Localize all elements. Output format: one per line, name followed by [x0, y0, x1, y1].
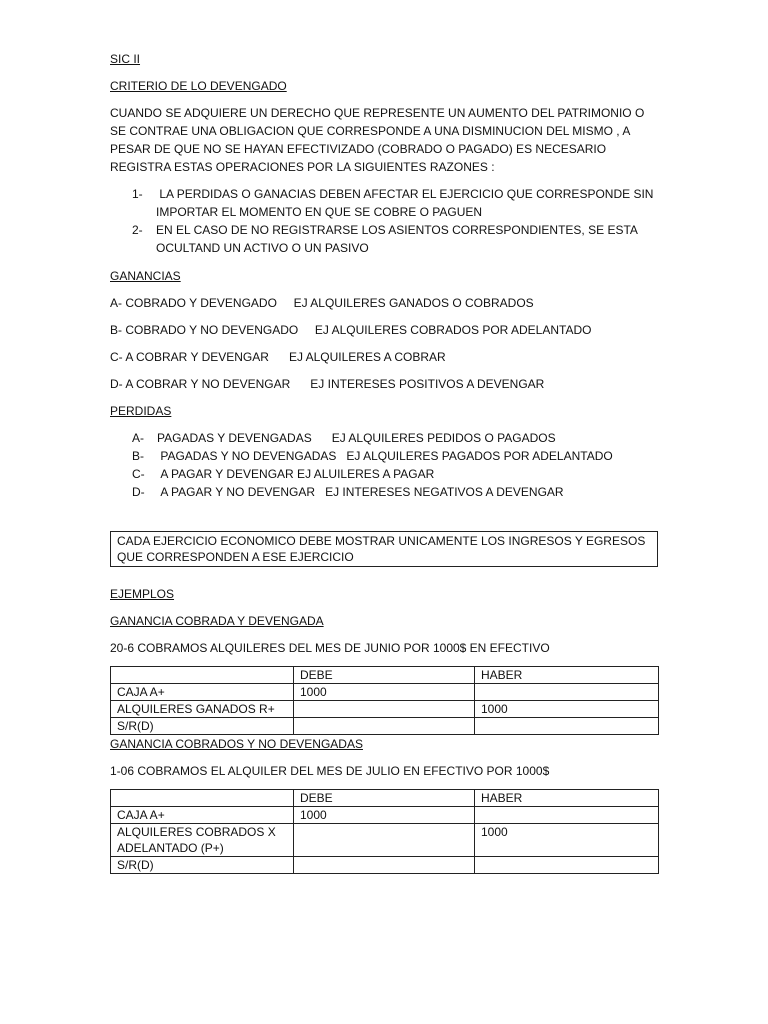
account-cell: S/R(D) — [111, 857, 294, 874]
table-row — [111, 857, 659, 874]
haber-cell: 1000 — [475, 701, 659, 718]
reason-text: LA PERDIDAS O GANACIAS DEBEN AFECTAR EL EJERCICIO QUE CORRESPONDE SIN IMPORTAR EL MOMENTO EN QUE SE COBRE O PAGUEN — [156, 187, 657, 219]
document-page — [110, 50, 658, 874]
ganancia-item: A- COBRADO Y DEVENGADO EJ ALQUILERES GANADOS O COBRADOS — [110, 296, 534, 310]
table-header-row — [111, 667, 659, 684]
section-title-ganancias: GANANCIAS — [110, 269, 181, 283]
perdida-text: A PAGAR Y NO DEVENGAR EJ INTERESES NEGATIVOS A DEVENGAR — [157, 485, 564, 499]
perdida-item — [110, 465, 658, 483]
perdida-text: A PAGAR Y DEVENGAR EJ ALUILERES A PAGAR — [157, 467, 435, 481]
perdidas-list — [110, 429, 658, 501]
haber-cell — [475, 857, 659, 874]
table-header-haber: HABER — [475, 790, 659, 807]
intro-paragraph: CUANDO SE ADQUIERE UN DERECHO QUE REPRESENTE UN AUMENTO DEL PATRIMONIO O SE CONTRAE UNA OBLIGACION QUE CORRESPONDE A UNA DISMINUCION DEL MISMO , A PESAR DE QUE NO SE HAYAN EFECTIVIZADO (COBRADO O PAGADO) ES NECESARIO REGISTRA ESTAS OPERACIONES POR LA SIGUIENTES RAZONES : — [110, 106, 648, 174]
section-title-criterio: CRITERIO DE LO DEVENGADO — [110, 79, 287, 93]
table-header-debe: DEBE — [294, 790, 475, 807]
list-marker: D- — [132, 485, 145, 499]
ganancia-item: B- COBRADO Y NO DEVENGADO EJ ALQUILERES COBRADOS POR ADELANTADO — [110, 323, 592, 337]
table-row — [111, 684, 659, 701]
example-1-title: GANANCIA COBRADA Y DEVENGADA — [110, 614, 324, 628]
table-row — [111, 824, 659, 857]
table-header-debe: DEBE — [294, 667, 475, 684]
account-cell: CAJA A+ — [111, 807, 294, 824]
journal-table-1 — [110, 666, 659, 735]
list-marker: B- — [132, 449, 144, 463]
list-marker: A- — [132, 431, 144, 445]
table-header-cell — [111, 667, 294, 684]
example-1-description: 20-6 COBRAMOS ALQUILERES DEL MES DE JUNIO POR 1000$ EN EFECTIVO — [110, 641, 550, 655]
reason-item — [110, 185, 658, 221]
perdida-item — [110, 447, 658, 465]
table-header-row — [111, 790, 659, 807]
reasons-list — [110, 185, 658, 257]
ganancia-item: C- A COBRAR Y DEVENGAR EJ ALQUILERES A COBRAR — [110, 350, 446, 364]
table-row — [111, 701, 659, 718]
debe-cell — [294, 857, 475, 874]
debe-cell — [294, 824, 475, 857]
reason-text: EN EL CASO DE NO REGISTRARSE LOS ASIENTOS CORRESPONDIENTES, SE ESTA OCULTAND UN ACTIVO O UN PASIVO — [156, 223, 641, 255]
list-marker: 2- — [132, 223, 143, 237]
table-header-haber: HABER — [475, 667, 659, 684]
haber-cell: 1000 — [475, 824, 659, 857]
haber-cell — [475, 684, 659, 701]
example-2-description: 1-06 COBRAMOS EL ALQUILER DEL MES DE JULIO EN EFECTIVO POR 1000$ — [110, 764, 550, 778]
debe-cell: 1000 — [294, 684, 475, 701]
account-cell: ALQUILERES COBRADOS X ADELANTADO (P+) — [111, 824, 294, 857]
list-marker: 1- — [132, 187, 143, 201]
haber-cell — [475, 807, 659, 824]
account-cell: ALQUILERES GANADOS R+ — [111, 701, 294, 718]
account-cell: CAJA A+ — [111, 684, 294, 701]
table-row — [111, 807, 659, 824]
journal-table-2 — [110, 789, 659, 874]
table-header-cell — [111, 790, 294, 807]
haber-cell — [475, 718, 659, 735]
list-marker: C- — [132, 467, 145, 481]
account-cell: S/R(D) — [111, 718, 294, 735]
debe-cell: 1000 — [294, 807, 475, 824]
document-heading: SIC II — [110, 52, 141, 66]
section-title-ejemplos: EJEMPLOS — [110, 587, 175, 601]
perdida-item — [110, 429, 658, 447]
boxed-note: CADA EJERCICIO ECONOMICO DEBE MOSTRAR UNICAMENTE LOS INGRESOS Y EGRESOS QUE CORRESPONDEN A ESE EJERCICIO — [110, 531, 658, 567]
ganancia-item: D- A COBRAR Y NO DEVENGAR EJ INTERESES POSITIVOS A DEVENGAR — [110, 377, 545, 391]
debe-cell — [294, 701, 475, 718]
debe-cell — [294, 718, 475, 735]
perdida-text: PAGADAS Y NO DEVENGADAS EJ ALQUILERES PAGADOS POR ADELANTADO — [157, 449, 613, 463]
table-row — [111, 718, 659, 735]
section-title-perdidas: PERDIDAS — [110, 404, 172, 418]
example-2-title: GANANCIA COBRADOS Y NO DEVENGADAS — [110, 737, 363, 751]
perdida-text: PAGADAS Y DEVENGADAS EJ ALQUILERES PEDIDOS O PAGADOS — [157, 431, 556, 445]
reason-item — [110, 221, 658, 257]
perdida-item — [110, 483, 658, 501]
